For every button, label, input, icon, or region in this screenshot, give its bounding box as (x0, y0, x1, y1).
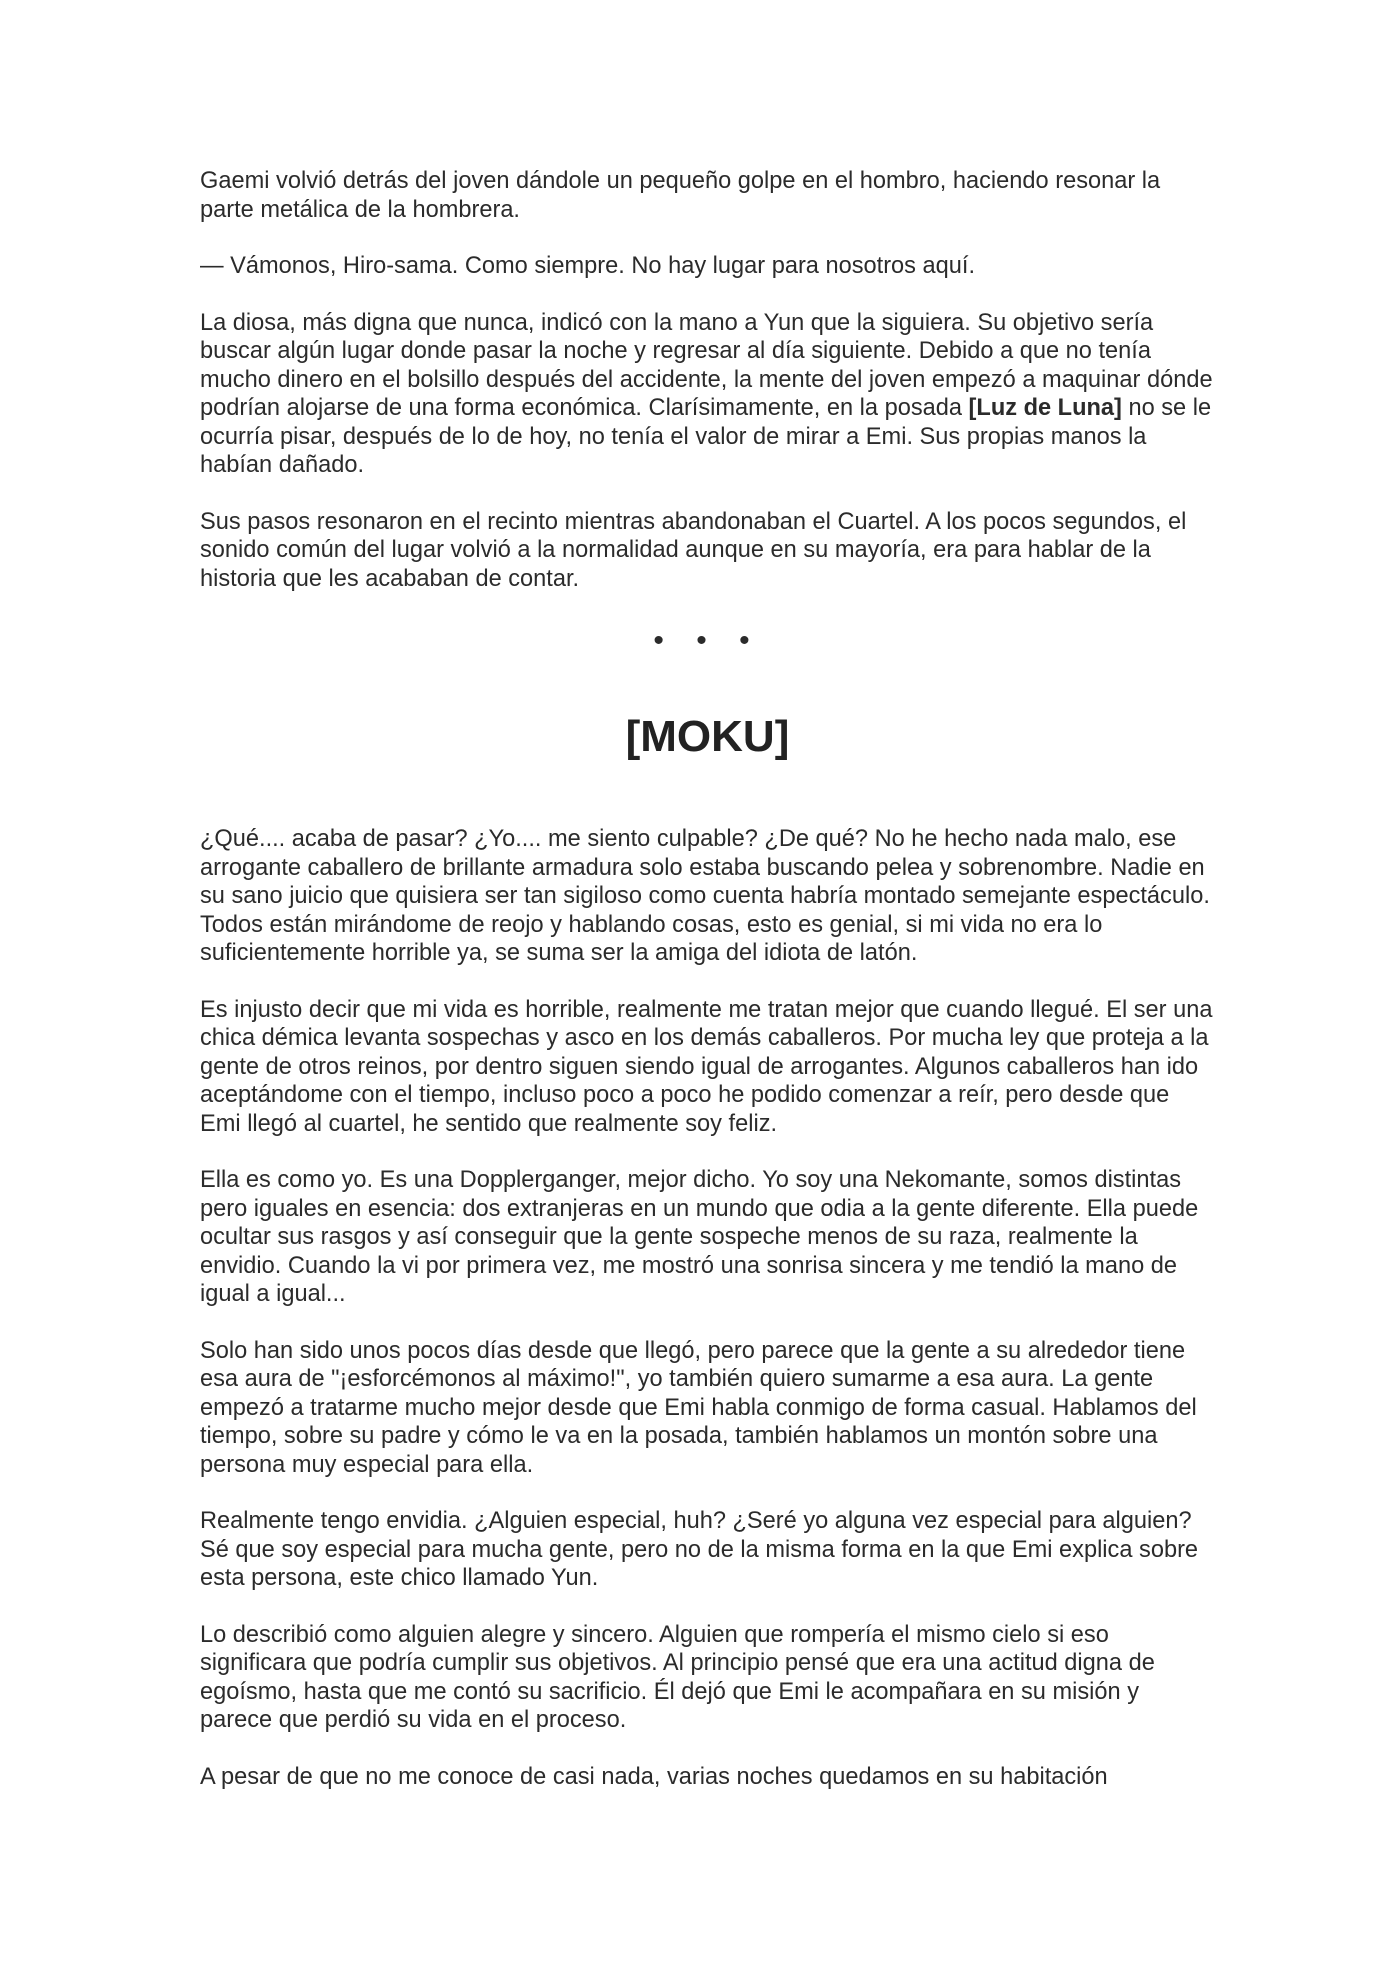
paragraph-6: Es injusto decir que mi vida es horrible, realmente me tratan mejor que cuando llegué. El ser una chica démica levanta sospechas y asco en los demás caballeros. Por mucha ley que proteja a la gente de otros reinos, por dentro siguen siendo igual de arrogantes. Algunos caballeros han ido aceptándome con el tiempo, incluso poco a poco he podido comenzar a reír, pero desde que Emi llegó al cuartel, he sentido que realmente soy feliz. (200, 996, 1213, 1137)
paragraph-2-dialogue: — Vámonos, Hiro-sama. Como siempre. No hay lugar para nosotros aquí. (200, 253, 975, 279)
paragraph-3-text-before: La diosa, más digna que nunca, indicó con la mano a Yun que la siguiera. Su objetivo sería buscar algún lugar donde pasar la noche y regresar al día siguiente. Debido a que no tenía mucho dinero en el bolsillo después del accidente, la mente del joven empezó a maquinar dónde podrían alojarse de una forma económica. Clarísimamente, en la posada (200, 309, 1213, 421)
paragraph-4: Sus pasos resonaron en el recinto mientras abandonaban el Cuartel. A los pocos segundos, el sonido común del lugar volvió a la normalidad aunque en su mayoría, era para hablar de la historia que les acababan de contar. (200, 508, 1187, 592)
paragraph-3-text-after: no se le ocurría pisar, después de lo de hoy, no tenía el valor de mirar a Emi. Sus propias manos la habían dañado. (200, 395, 1212, 478)
document-page (200, 167, 1215, 1819)
paragraph-8: Solo han sido unos pocos días desde que llegó, pero parece que la gente a su alrededor tiene esa aura de "¡esforcémonos al máximo!", yo también quiero sumarme a esa aura. La gente empezó a tratarme mucho mejor desde que Emi habla conmigo de forma casual. Hablamos del tiempo, sobre su padre y cómo le va en la posada, también hablamos un montón sobre una persona muy especial para ella. (200, 1337, 1197, 1478)
section-heading: [MOKU] (625, 712, 790, 761)
paragraph-3 (200, 309, 1215, 480)
paragraph-1: Gaemi volvió detrás del joven dándole un pequeño golpe en el hombro, haciendo resonar la parte metálica de la hombrera. (200, 168, 1161, 223)
paragraph-9: Realmente tengo envidia. ¿Alguien especial, huh? ¿Seré yo alguna vez especial para alguien? Sé que soy especial para mucha gente, pero no de la misma forma en la que Emi explica sobre esta persona, este chico llamado Yun. (200, 1508, 1199, 1591)
scene-separator: • • • (653, 624, 762, 657)
paragraph-5: ¿Qué.... acaba de pasar? ¿Yo.... me siento culpable? ¿De qué? No he hecho nada malo, ese arrogante caballero de brillante armadura solo estaba buscando pelea y sobrenombre. Nadie en su sano juicio que quisiera ser tan sigiloso como cuenta habría montado semejante espectáculo. Todos están mirándome de reojo y hablando cosas, esto es genial, si mi vida no era lo suficientemente horrible ya, se suma ser la amiga del idiota de latón. (200, 826, 1210, 966)
paragraph-7: Ella es como yo. Es una Dopplerganger, mejor dicho. Yo soy una Nekomante, somos distintas pero iguales en esencia: dos extranjeras en un mundo que odia a la gente diferente. Ella puede ocultar sus rasgos y así conseguir que la gente sospeche menos de su raza, realmente la envidio. Cuando la vi por primera vez, me mostró una sonrisa sincera y me tendió la mano de igual a igual... (200, 1167, 1199, 1307)
paragraph-3-bold-name: [Luz de Luna] (968, 395, 1122, 421)
paragraph-10: Lo describió como alguien alegre y sincero. Alguien que rompería el mismo cielo si eso significara que podría cumplir sus objetivos. Al principio pensé que era una actitud digna de egoísmo, hasta que me contó su sacrificio. Él dejó que Emi le acompañara en su misión y parece que perdió su vida en el proceso. (200, 1621, 1155, 1733)
paragraph-11: A pesar de que no me conoce de casi nada, varias noches quedamos en su habitación (200, 1763, 1108, 1790)
